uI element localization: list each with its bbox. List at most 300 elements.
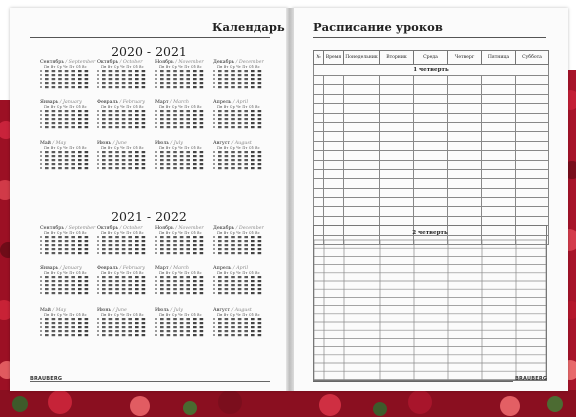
month-name-ru: Март bbox=[155, 266, 169, 271]
schedule-cell[interactable] bbox=[380, 132, 414, 141]
schedule-cell[interactable] bbox=[448, 160, 482, 169]
schedule-cell[interactable] bbox=[344, 85, 380, 94]
schedule-cell[interactable] bbox=[516, 169, 549, 178]
schedule-cell[interactable] bbox=[314, 160, 324, 169]
month-name-en: July bbox=[173, 308, 183, 313]
schedule-cell[interactable] bbox=[414, 113, 448, 122]
month-name-ru: Июль bbox=[155, 308, 170, 313]
weekday-header: Пн Вт Ср Чт Пт Сб Вс bbox=[159, 313, 202, 317]
weekday-header: Пн Вт Ср Чт Пт Сб Вс bbox=[159, 271, 202, 275]
day-grid bbox=[97, 109, 149, 129]
schedule-cell[interactable] bbox=[344, 76, 380, 85]
month-0-11 bbox=[213, 141, 269, 174]
schedule-cell[interactable] bbox=[324, 169, 344, 178]
month-name-ru: Апрель bbox=[213, 100, 232, 105]
year-title-1: 2020 - 2021 bbox=[111, 44, 187, 59]
schedule-cell[interactable] bbox=[324, 85, 344, 94]
schedule-row bbox=[314, 198, 549, 207]
month-name-en: December bbox=[238, 226, 264, 231]
schedule-cell[interactable] bbox=[324, 122, 344, 131]
schedule-row bbox=[314, 113, 549, 122]
schedule-cell[interactable] bbox=[314, 141, 324, 150]
day-grid bbox=[213, 109, 265, 129]
day-grid bbox=[40, 317, 92, 337]
schedule-cell[interactable] bbox=[482, 207, 516, 216]
schedule-cell[interactable] bbox=[448, 94, 482, 103]
schedule-cell[interactable] bbox=[324, 76, 344, 85]
weekday-header: Пн Вт Ср Чт Пт Сб Вс bbox=[44, 146, 87, 150]
schedule-cell[interactable] bbox=[482, 188, 516, 197]
col-friday: Пятница bbox=[482, 51, 516, 65]
month-0-0 bbox=[40, 60, 96, 93]
col-thursday: Четверг bbox=[448, 51, 482, 65]
month-1-7 bbox=[213, 266, 269, 299]
day-grid bbox=[40, 69, 92, 89]
month-0-9 bbox=[97, 141, 153, 174]
month-name-en: September bbox=[68, 60, 96, 65]
schedule-cell[interactable] bbox=[414, 151, 448, 160]
month-name-separator: / bbox=[231, 266, 237, 271]
schedule-cell[interactable] bbox=[448, 207, 482, 216]
schedule-cell[interactable] bbox=[324, 104, 344, 113]
schedule-cell[interactable] bbox=[344, 151, 380, 160]
weekday-header: Пн Вт Ср Чт Пт Сб Вс bbox=[217, 146, 260, 150]
schedule-cell[interactable] bbox=[414, 76, 448, 85]
weekday-header: Пн Вт Ср Чт Пт Сб Вс bbox=[44, 105, 87, 109]
schedule-cell[interactable] bbox=[324, 179, 344, 188]
month-name-en: September bbox=[68, 226, 96, 231]
month-0-7 bbox=[213, 100, 269, 133]
schedule-cell[interactable] bbox=[516, 94, 549, 103]
month-name-separator: / bbox=[168, 266, 174, 271]
month-name-ru: Январь bbox=[40, 100, 59, 105]
schedule-row bbox=[314, 104, 549, 113]
schedule-cell[interactable] bbox=[414, 104, 448, 113]
schedule-row bbox=[314, 141, 549, 150]
schedule-cell[interactable] bbox=[516, 122, 549, 131]
day-grid bbox=[213, 235, 265, 255]
month-name-en: February bbox=[122, 100, 146, 105]
schedule-table-q2 bbox=[313, 225, 547, 381]
month-name-ru: Июль bbox=[155, 141, 170, 146]
day-grid bbox=[213, 317, 265, 337]
month-name-separator: / bbox=[118, 100, 123, 105]
schedule-cell[interactable] bbox=[324, 141, 344, 150]
month-1-0 bbox=[40, 226, 96, 259]
month-name-ru: Май bbox=[40, 141, 51, 146]
month-name-ru: Февраль bbox=[97, 100, 119, 105]
schedule-cell[interactable] bbox=[380, 179, 414, 188]
schedule-cell[interactable] bbox=[344, 198, 380, 207]
month-name-ru: Апрель bbox=[213, 266, 232, 271]
brand-logo-right: BRAUBERG bbox=[515, 376, 548, 382]
month-name-separator: / bbox=[118, 60, 123, 65]
month-1-10 bbox=[155, 308, 211, 341]
schedule-cell[interactable] bbox=[344, 132, 380, 141]
schedule-cell[interactable] bbox=[482, 132, 516, 141]
month-0-6 bbox=[155, 100, 211, 133]
weekday-header: Пн Вт Ср Чт Пт Сб Вс bbox=[44, 313, 87, 317]
month-name-ru: Январь bbox=[40, 266, 59, 271]
q2-grid bbox=[314, 226, 546, 380]
month-name-ru: Декабрь bbox=[213, 226, 235, 231]
month-name-separator: / bbox=[50, 308, 56, 313]
day-grid bbox=[97, 150, 149, 170]
month-name-en: October bbox=[122, 60, 143, 65]
month-name-separator: / bbox=[173, 60, 179, 65]
schedule-cell[interactable] bbox=[414, 94, 448, 103]
schedule-cell[interactable] bbox=[344, 207, 380, 216]
month-name-en: April bbox=[236, 266, 248, 271]
schedule-cell[interactable] bbox=[324, 151, 344, 160]
weekday-header: Пн Вт Ср Чт Пт Сб Вс bbox=[217, 65, 260, 69]
month-name-en: January bbox=[63, 266, 82, 271]
month-0-3 bbox=[213, 60, 269, 93]
schedule-cell[interactable] bbox=[482, 198, 516, 207]
schedule-cell[interactable] bbox=[324, 94, 344, 103]
schedule-header-row bbox=[314, 51, 549, 65]
schedule-cell[interactable] bbox=[344, 94, 380, 103]
month-0-1 bbox=[97, 60, 153, 93]
weekday-header: Пн Вт Ср Чт Пт Сб Вс bbox=[159, 146, 202, 150]
month-name-separator: / bbox=[234, 226, 239, 231]
schedule-cell[interactable] bbox=[414, 207, 448, 216]
schedule-cell[interactable] bbox=[482, 141, 516, 150]
schedule-cell[interactable] bbox=[516, 198, 549, 207]
schedule-cell[interactable] bbox=[324, 207, 344, 216]
schedule-cell[interactable] bbox=[380, 160, 414, 169]
month-name-separator: / bbox=[231, 100, 237, 105]
weekday-header: Пн Вт Ср Чт Пт Сб Вс bbox=[159, 65, 202, 69]
day-grid bbox=[97, 69, 149, 89]
month-name-en: May bbox=[55, 308, 67, 313]
schedule-cell[interactable] bbox=[482, 94, 516, 103]
month-name-ru: Июнь bbox=[97, 141, 112, 146]
day-grid bbox=[97, 317, 149, 337]
schedule-cell[interactable] bbox=[414, 169, 448, 178]
schedule-cell[interactable] bbox=[482, 122, 516, 131]
month-name-separator: / bbox=[111, 308, 116, 313]
month-name-separator: / bbox=[168, 100, 174, 105]
day-grid bbox=[40, 235, 92, 255]
day-grid bbox=[213, 150, 265, 170]
day-grid bbox=[213, 275, 265, 295]
month-name-separator: / bbox=[169, 141, 174, 146]
schedule-cell[interactable] bbox=[482, 85, 516, 94]
calendar-title: Календарь bbox=[212, 20, 285, 34]
schedule-row bbox=[314, 122, 549, 131]
weekday-header: Пн Вт Ср Чт Пт Сб Вс bbox=[44, 65, 87, 69]
month-0-4 bbox=[40, 100, 96, 133]
month-name-en: August bbox=[234, 308, 252, 313]
month-name-separator: / bbox=[111, 141, 116, 146]
month-name-en: October bbox=[122, 226, 143, 231]
schedule-cell[interactable] bbox=[324, 198, 344, 207]
col-time: Время bbox=[324, 51, 344, 65]
month-name-ru: Март bbox=[155, 100, 169, 105]
schedule-row bbox=[314, 132, 549, 141]
schedule-row bbox=[314, 160, 549, 169]
schedule-cell[interactable] bbox=[414, 141, 448, 150]
schedule-cell[interactable] bbox=[344, 113, 380, 122]
schedule-cell[interactable] bbox=[314, 76, 324, 85]
schedule-cell[interactable] bbox=[482, 76, 516, 85]
schedule-cell[interactable] bbox=[448, 132, 482, 141]
day-grid bbox=[155, 235, 207, 255]
quarter-2-title: 2 четверть bbox=[412, 230, 448, 236]
schedule-cell[interactable] bbox=[482, 151, 516, 160]
schedule-cell[interactable] bbox=[324, 132, 344, 141]
month-name-separator: / bbox=[230, 141, 235, 146]
schedule-cell[interactable] bbox=[448, 104, 482, 113]
day-grid bbox=[155, 150, 207, 170]
schedule-cell[interactable] bbox=[380, 198, 414, 207]
book-spine bbox=[286, 8, 294, 391]
month-name-separator: / bbox=[234, 60, 239, 65]
quarter-1-title: 1 четверть bbox=[314, 65, 549, 76]
schedule-cell[interactable] bbox=[448, 122, 482, 131]
year-title-2: 2021 - 2022 bbox=[111, 209, 187, 224]
schedule-title-rule bbox=[313, 37, 546, 38]
day-grid bbox=[40, 275, 92, 295]
month-name-en: July bbox=[173, 141, 183, 146]
month-name-separator: / bbox=[118, 266, 123, 271]
month-name-separator: / bbox=[50, 141, 56, 146]
schedule-row bbox=[314, 85, 549, 94]
schedule-cell[interactable] bbox=[516, 151, 549, 160]
month-name-en: February bbox=[122, 266, 146, 271]
month-name-en: June bbox=[115, 308, 127, 313]
schedule-cell[interactable] bbox=[344, 160, 380, 169]
schedule-cell[interactable] bbox=[324, 113, 344, 122]
month-name-separator: / bbox=[58, 100, 63, 105]
schedule-row bbox=[314, 188, 549, 197]
schedule-cell[interactable] bbox=[314, 169, 324, 178]
month-name-en: April bbox=[236, 100, 248, 105]
month-name-separator: / bbox=[118, 226, 123, 231]
schedule-cell[interactable] bbox=[314, 132, 324, 141]
schedule-cell[interactable] bbox=[344, 141, 380, 150]
month-0-10 bbox=[155, 141, 211, 174]
month-0-8 bbox=[40, 141, 96, 174]
col-tuesday: Вторник bbox=[380, 51, 414, 65]
schedule-cell[interactable] bbox=[414, 160, 448, 169]
month-1-4 bbox=[40, 266, 96, 299]
schedule-cell[interactable] bbox=[314, 179, 324, 188]
day-grid bbox=[155, 109, 207, 129]
weekday-header: Пн Вт Ср Чт Пт Сб Вс bbox=[217, 313, 260, 317]
schedule-cell[interactable] bbox=[344, 122, 380, 131]
schedule-cell[interactable] bbox=[448, 151, 482, 160]
month-name-en: May bbox=[55, 141, 67, 146]
schedule-cell[interactable] bbox=[314, 94, 324, 103]
month-name-ru: Декабрь bbox=[213, 60, 235, 65]
schedule-cell[interactable] bbox=[482, 113, 516, 122]
month-0-5 bbox=[97, 100, 153, 133]
schedule-cell[interactable] bbox=[448, 169, 482, 178]
weekday-header: Пн Вт Ср Чт Пт Сб Вс bbox=[101, 146, 144, 150]
month-1-8 bbox=[40, 308, 96, 341]
schedule-cell[interactable] bbox=[344, 179, 380, 188]
schedule-cell[interactable] bbox=[380, 188, 414, 197]
schedule-cell[interactable] bbox=[380, 122, 414, 131]
title-rule bbox=[30, 37, 270, 38]
month-name-separator: / bbox=[58, 266, 63, 271]
weekday-header: Пн Вт Ср Чт Пт Сб Вс bbox=[101, 65, 144, 69]
month-1-9 bbox=[97, 308, 153, 341]
month-name-en: November bbox=[178, 226, 204, 231]
schedule-cell[interactable] bbox=[314, 151, 324, 160]
weekday-header: Пн Вт Ср Чт Пт Сб Вс bbox=[159, 231, 202, 235]
month-name-ru: Август bbox=[213, 308, 231, 313]
schedule-cell[interactable] bbox=[314, 198, 324, 207]
schedule-cell[interactable] bbox=[482, 179, 516, 188]
schedule-cell[interactable] bbox=[314, 122, 324, 131]
schedule-cell[interactable] bbox=[448, 179, 482, 188]
day-grid bbox=[155, 275, 207, 295]
schedule-cell[interactable] bbox=[448, 188, 482, 197]
month-1-1 bbox=[97, 226, 153, 259]
weekday-header: Пн Вт Ср Чт Пт Сб Вс bbox=[159, 105, 202, 109]
schedule-row bbox=[314, 76, 549, 85]
schedule-cell[interactable] bbox=[314, 207, 324, 216]
col-monday: Понедельник bbox=[344, 51, 380, 65]
month-name-separator: / bbox=[63, 226, 69, 231]
schedule-cell[interactable] bbox=[380, 113, 414, 122]
schedule-cell[interactable] bbox=[516, 113, 549, 122]
weekday-header: Пн Вт Ср Чт Пт Сб Вс bbox=[101, 105, 144, 109]
month-1-6 bbox=[155, 266, 211, 299]
month-name-en: March bbox=[173, 100, 190, 105]
schedule-cell[interactable] bbox=[516, 132, 549, 141]
month-name-ru: Ноябрь bbox=[155, 60, 174, 65]
month-name-en: March bbox=[173, 266, 190, 271]
schedule-table-q1 bbox=[313, 50, 549, 245]
schedule-cell[interactable] bbox=[414, 85, 448, 94]
weekday-header: Пн Вт Ср Чт Пт Сб Вс bbox=[217, 271, 260, 275]
day-grid bbox=[40, 109, 92, 129]
schedule-cell[interactable] bbox=[448, 198, 482, 207]
schedule-cell[interactable] bbox=[324, 160, 344, 169]
schedule-cell[interactable] bbox=[516, 188, 549, 197]
month-name-ru: Май bbox=[40, 308, 51, 313]
schedule-cell[interactable] bbox=[380, 104, 414, 113]
schedule-cell[interactable] bbox=[314, 113, 324, 122]
schedule-cell[interactable] bbox=[482, 169, 516, 178]
month-name-ru: Сентябрь bbox=[40, 226, 64, 231]
schedule-cell[interactable] bbox=[414, 188, 448, 197]
schedule-row bbox=[314, 94, 549, 103]
month-1-3 bbox=[213, 226, 269, 259]
schedule-cell[interactable] bbox=[324, 188, 344, 197]
col-saturday: Суббота bbox=[516, 51, 549, 65]
weekday-header: Пн Вт Ср Чт Пт Сб Вс bbox=[101, 313, 144, 317]
schedule-cell[interactable] bbox=[516, 160, 549, 169]
schedule-cell[interactable] bbox=[380, 207, 414, 216]
weekday-header: Пн Вт Ср Чт Пт Сб Вс bbox=[217, 231, 260, 235]
schedule-cell[interactable] bbox=[314, 85, 324, 94]
month-name-ru: Октябрь bbox=[97, 226, 119, 231]
schedule-cell[interactable] bbox=[380, 141, 414, 150]
left-footer-rule bbox=[30, 381, 270, 382]
schedule-cell[interactable] bbox=[414, 132, 448, 141]
month-name-ru: Февраль bbox=[97, 266, 119, 271]
schedule-cell[interactable] bbox=[516, 207, 549, 216]
schedule-cell[interactable] bbox=[414, 122, 448, 131]
schedule-cell[interactable] bbox=[414, 179, 448, 188]
month-name-en: December bbox=[238, 60, 264, 65]
schedule-row bbox=[314, 169, 549, 178]
schedule-cell[interactable] bbox=[380, 151, 414, 160]
schedule-cell[interactable] bbox=[380, 85, 414, 94]
month-name-en: January bbox=[63, 100, 82, 105]
day-grid bbox=[97, 275, 149, 295]
schedule-cell[interactable] bbox=[344, 104, 380, 113]
schedule-cell[interactable] bbox=[380, 76, 414, 85]
schedule-cell[interactable] bbox=[516, 76, 549, 85]
schedule-cell[interactable] bbox=[448, 85, 482, 94]
weekday-header: Пн Вт Ср Чт Пт Сб Вс bbox=[101, 231, 144, 235]
schedule-cell[interactable] bbox=[516, 85, 549, 94]
month-name-separator: / bbox=[173, 226, 179, 231]
schedule-cell[interactable] bbox=[314, 188, 324, 197]
schedule-cell[interactable] bbox=[448, 113, 482, 122]
month-name-separator: / bbox=[169, 308, 174, 313]
schedule-cell[interactable] bbox=[380, 169, 414, 178]
day-grid bbox=[213, 69, 265, 89]
schedule-cell[interactable] bbox=[482, 104, 516, 113]
day-grid bbox=[97, 235, 149, 255]
schedule-row bbox=[314, 179, 549, 188]
schedule-title: Расписание уроков bbox=[313, 20, 443, 34]
weekday-header: Пн Вт Ср Чт Пт Сб Вс bbox=[44, 271, 87, 275]
schedule-cell[interactable] bbox=[314, 104, 324, 113]
month-name-ru: Октябрь bbox=[97, 60, 119, 65]
schedule-cell[interactable] bbox=[448, 141, 482, 150]
month-1-2 bbox=[155, 226, 211, 259]
day-grid bbox=[155, 317, 207, 337]
schedule-cell[interactable] bbox=[380, 94, 414, 103]
schedule-cell[interactable] bbox=[414, 198, 448, 207]
schedule-row bbox=[314, 207, 549, 216]
schedule-row bbox=[314, 151, 549, 160]
month-name-en: November bbox=[178, 60, 204, 65]
month-name-ru: Август bbox=[213, 141, 231, 146]
day-grid bbox=[155, 69, 207, 89]
day-grid bbox=[40, 150, 92, 170]
weekday-header: Пн Вт Ср Чт Пт Сб Вс bbox=[101, 271, 144, 275]
month-name-ru: Сентябрь bbox=[40, 60, 64, 65]
month-0-2 bbox=[155, 60, 211, 93]
schedule-cell[interactable] bbox=[516, 141, 549, 150]
schedule-cell[interactable] bbox=[344, 169, 380, 178]
schedule-cell[interactable] bbox=[448, 76, 482, 85]
month-name-en: June bbox=[115, 141, 127, 146]
schedule-cell[interactable] bbox=[516, 104, 549, 113]
schedule-cell[interactable] bbox=[344, 188, 380, 197]
col-number: № bbox=[314, 51, 324, 65]
col-wednesday: Среда bbox=[414, 51, 448, 65]
schedule-cell[interactable] bbox=[516, 179, 549, 188]
right-footer-rule bbox=[313, 381, 513, 382]
brand-logo-left: BRAUBERG bbox=[30, 376, 63, 382]
schedule-cell[interactable] bbox=[482, 160, 516, 169]
month-name-separator: / bbox=[230, 308, 235, 313]
month-name-separator: / bbox=[63, 60, 69, 65]
month-1-5 bbox=[97, 266, 153, 299]
month-name-ru: Июнь bbox=[97, 308, 112, 313]
month-name-ru: Ноябрь bbox=[155, 226, 174, 231]
